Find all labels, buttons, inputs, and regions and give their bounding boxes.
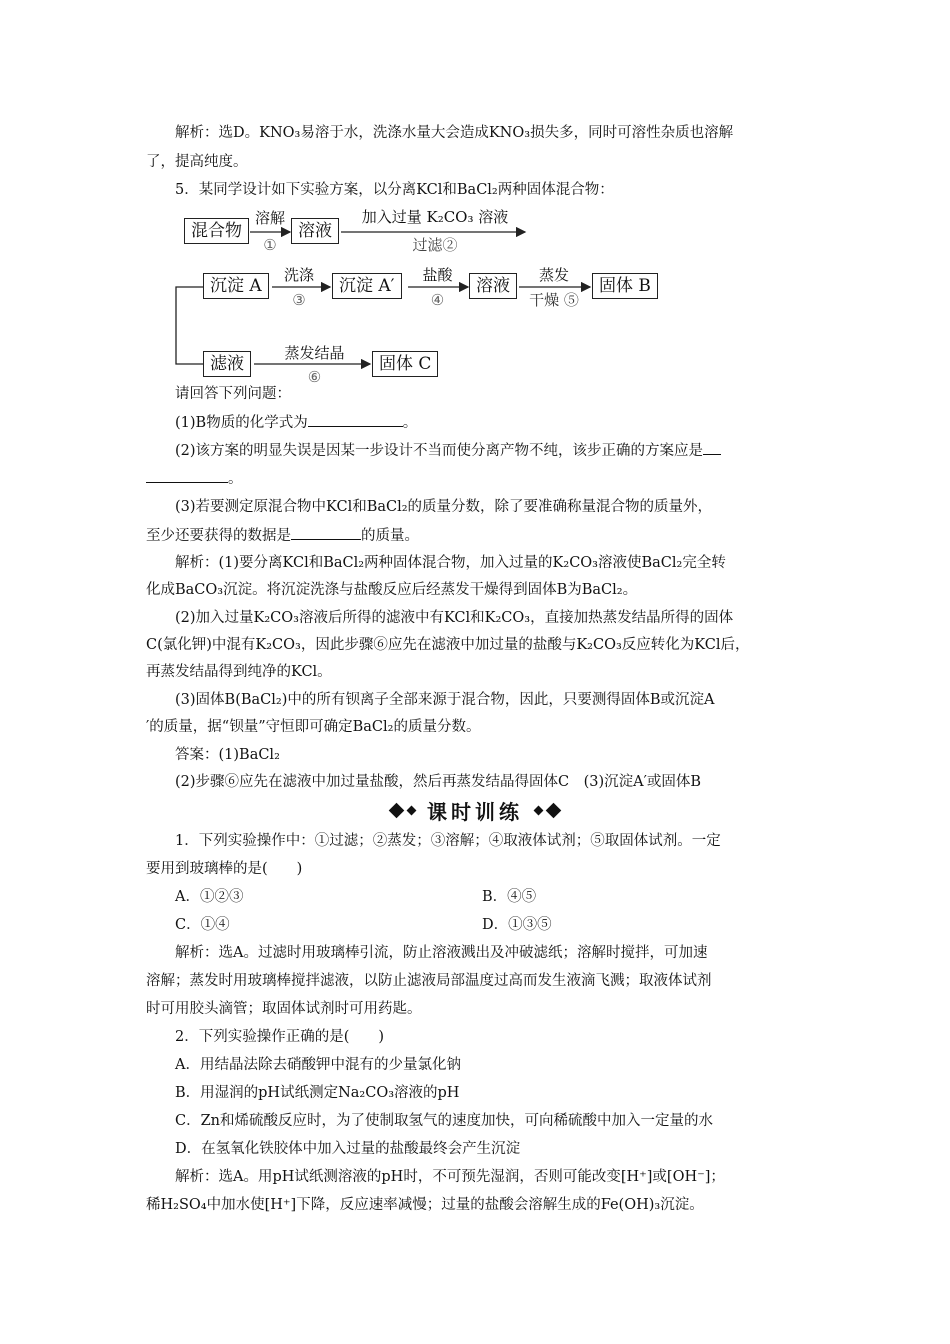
section-title: 课时训练 — [427, 800, 523, 824]
text-line: 请回答下列问题： — [175, 386, 291, 402]
option-d: D．在氢氧化铁胶体中加入过量的盐酸最终会产生沉淀 — [175, 1141, 521, 1157]
diamond-icon — [534, 806, 544, 816]
answer-blank — [291, 525, 361, 540]
step-5-label: 蒸发 — [538, 266, 569, 284]
box-solution-2: 溶液 — [469, 273, 517, 299]
answer: (2)步骤⑥应先在滤液中加过量盐酸，然后再蒸发结晶得固体C (3)沉淀A′或固体B — [175, 774, 702, 790]
step-6-number: ⑥ — [307, 368, 322, 386]
explanation: 解析：选A。用pH试纸测溶液的pH时，不可预先湿润，否则可能改变[H⁺]或[OH⁻]； — [175, 1169, 725, 1185]
flow-diagram-arrows — [0, 0, 950, 400]
answer: 答案：(1)BaCl₂ — [175, 747, 280, 763]
text-line — [146, 468, 243, 489]
prompt-text: (2)该方案的明显失误是因某一步设计不当而使分离产物不纯，该步正确的方案应是 — [175, 443, 704, 459]
question-5: 5．某同学设计如下实验方案，以分离KCl和BaCl₂两种固体混合物： — [175, 182, 614, 198]
explanation: (3)固体B(BaCl₂)中的所有钡离子全部来源于混合物，因此，只要测得固体B或沉淀A — [175, 692, 715, 708]
diamond-icon — [546, 803, 562, 819]
option-b: B．④⑤ — [482, 889, 537, 905]
explanation: (2)加入过量K₂CO₃溶液后所得的滤液中有KCl和K₂CO₃，直接加热蒸发结晶所得的固体 — [175, 610, 734, 626]
question-1: 1．下列实验操作中：①过滤；②蒸发；③溶解；④取液体试剂；⑤取固体试剂。一定 — [175, 833, 721, 849]
question-5-part-3: (3)若要测定原混合物中KCl和BaCl₂的质量分数，除了要准确称量混合物的质量外， — [175, 499, 713, 515]
option-b: B．用湿润的pH试纸测定Na₂CO₃溶液的pH — [175, 1085, 460, 1101]
step-6-label: 蒸发结晶 — [284, 344, 345, 362]
box-solid-c: 固体 C — [372, 351, 438, 377]
text-line: 稀H₂SO₄中加水使[H⁺]下降，反应速率减慢；过量的盐酸会溶解生成的Fe(OH)₃沉淀。 — [146, 1197, 704, 1213]
question-5-part-1 — [175, 412, 417, 433]
step-4-label: 盐酸 — [422, 266, 453, 284]
step-5-number: 干燥 ⑤ — [529, 291, 579, 309]
box-solution: 溶液 — [291, 218, 339, 244]
answer-blank — [308, 412, 403, 427]
option-a: A．①②③ — [175, 889, 244, 905]
box-precipitate-a-prime: 沉淀 A′ — [332, 273, 402, 299]
option-c: C．①④ — [175, 917, 230, 933]
answer-blank — [703, 440, 721, 455]
explanation: 解析：选A。过滤时用玻璃棒引流，防止溶液溅出及冲破滤纸；溶解时搅拌，可加速 — [175, 945, 708, 961]
box-precipitate-a: 沉淀 A — [203, 273, 269, 299]
question-2: 2．下列实验操作正确的是( ) — [175, 1029, 385, 1045]
box-filtrate: 滤液 — [203, 351, 251, 377]
step-3-number: ③ — [292, 291, 306, 309]
punctuation: 。 — [402, 415, 418, 431]
text-line: 再蒸发结晶得到纯净的KCl。 — [146, 664, 332, 680]
option-a: A．用结晶法除去硝酸钾中混有的少量氯化钠 — [175, 1057, 461, 1073]
prompt-text: 至少还要获得的数据是 — [146, 528, 291, 544]
answer-blank — [146, 468, 228, 483]
step-2-label: 加入过量 K₂CO₃ 溶液 — [361, 208, 509, 226]
text-line: 解析：选D。KNO₃易溶于水，洗涤水量大会造成KNO₃损失多，同时可溶性杂质也溶解 — [175, 125, 734, 141]
text-line: 时可用胶头滴管；取固体试剂时可用药匙。 — [146, 1001, 422, 1017]
box-solid-b: 固体 B — [592, 273, 658, 299]
text-line: 要用到玻璃棒的是( ) — [146, 861, 303, 877]
option-c: C．Zn和烯硫酸反应时，为了使制取氢气的速度加快，可向稀硫酸中加入一定量的水 — [175, 1113, 714, 1129]
box-mixture: 混合物 — [184, 218, 249, 244]
section-header — [0, 796, 950, 825]
step-3-label: 洗涤 — [283, 266, 314, 284]
text-line: 溶解；蒸发时用玻璃棒搅拌滤液，以防止滤液局部温度过高而发生液滴飞溅；取液体试剂 — [146, 973, 712, 989]
option-d: D．①③⑤ — [482, 917, 552, 933]
diamond-icon — [389, 803, 405, 819]
question-5-part-2 — [175, 440, 721, 461]
text-line — [146, 525, 419, 546]
text-line: ′的质量，据“钡量”守恒即可确定BaCl₂的质量分数。 — [146, 719, 481, 735]
step-1-label: 溶解 — [254, 209, 285, 227]
explanation: 解析：(1)要分离KCl和BaCl₂两种固体混合物，加入过量的K₂CO₃溶液使BaCl₂完全转 — [175, 555, 726, 571]
step-4-number: ④ — [430, 291, 445, 309]
text-line: 化成BaCO₃沉淀。将沉淀洗涤与盐酸反应后经蒸发干燥得到固体B为BaCl₂。 — [146, 582, 638, 598]
flow-diagram — [0, 0, 950, 400]
prompt-text: (1)B物质的化学式为 — [175, 415, 308, 431]
step-2-number: 过滤② — [412, 236, 458, 254]
step-1-number: ① — [263, 236, 277, 254]
prompt-text: 的质量。 — [361, 528, 419, 544]
text-line: C(氯化钾)中混有K₂CO₃，因此步骤⑥应先在滤液中加过量的盐酸与K₂CO₃反应转化为KCl后， — [146, 637, 750, 653]
diamond-icon — [407, 806, 417, 816]
text-line: 了，提高纯度。 — [146, 154, 248, 170]
punctuation: 。 — [228, 471, 243, 487]
